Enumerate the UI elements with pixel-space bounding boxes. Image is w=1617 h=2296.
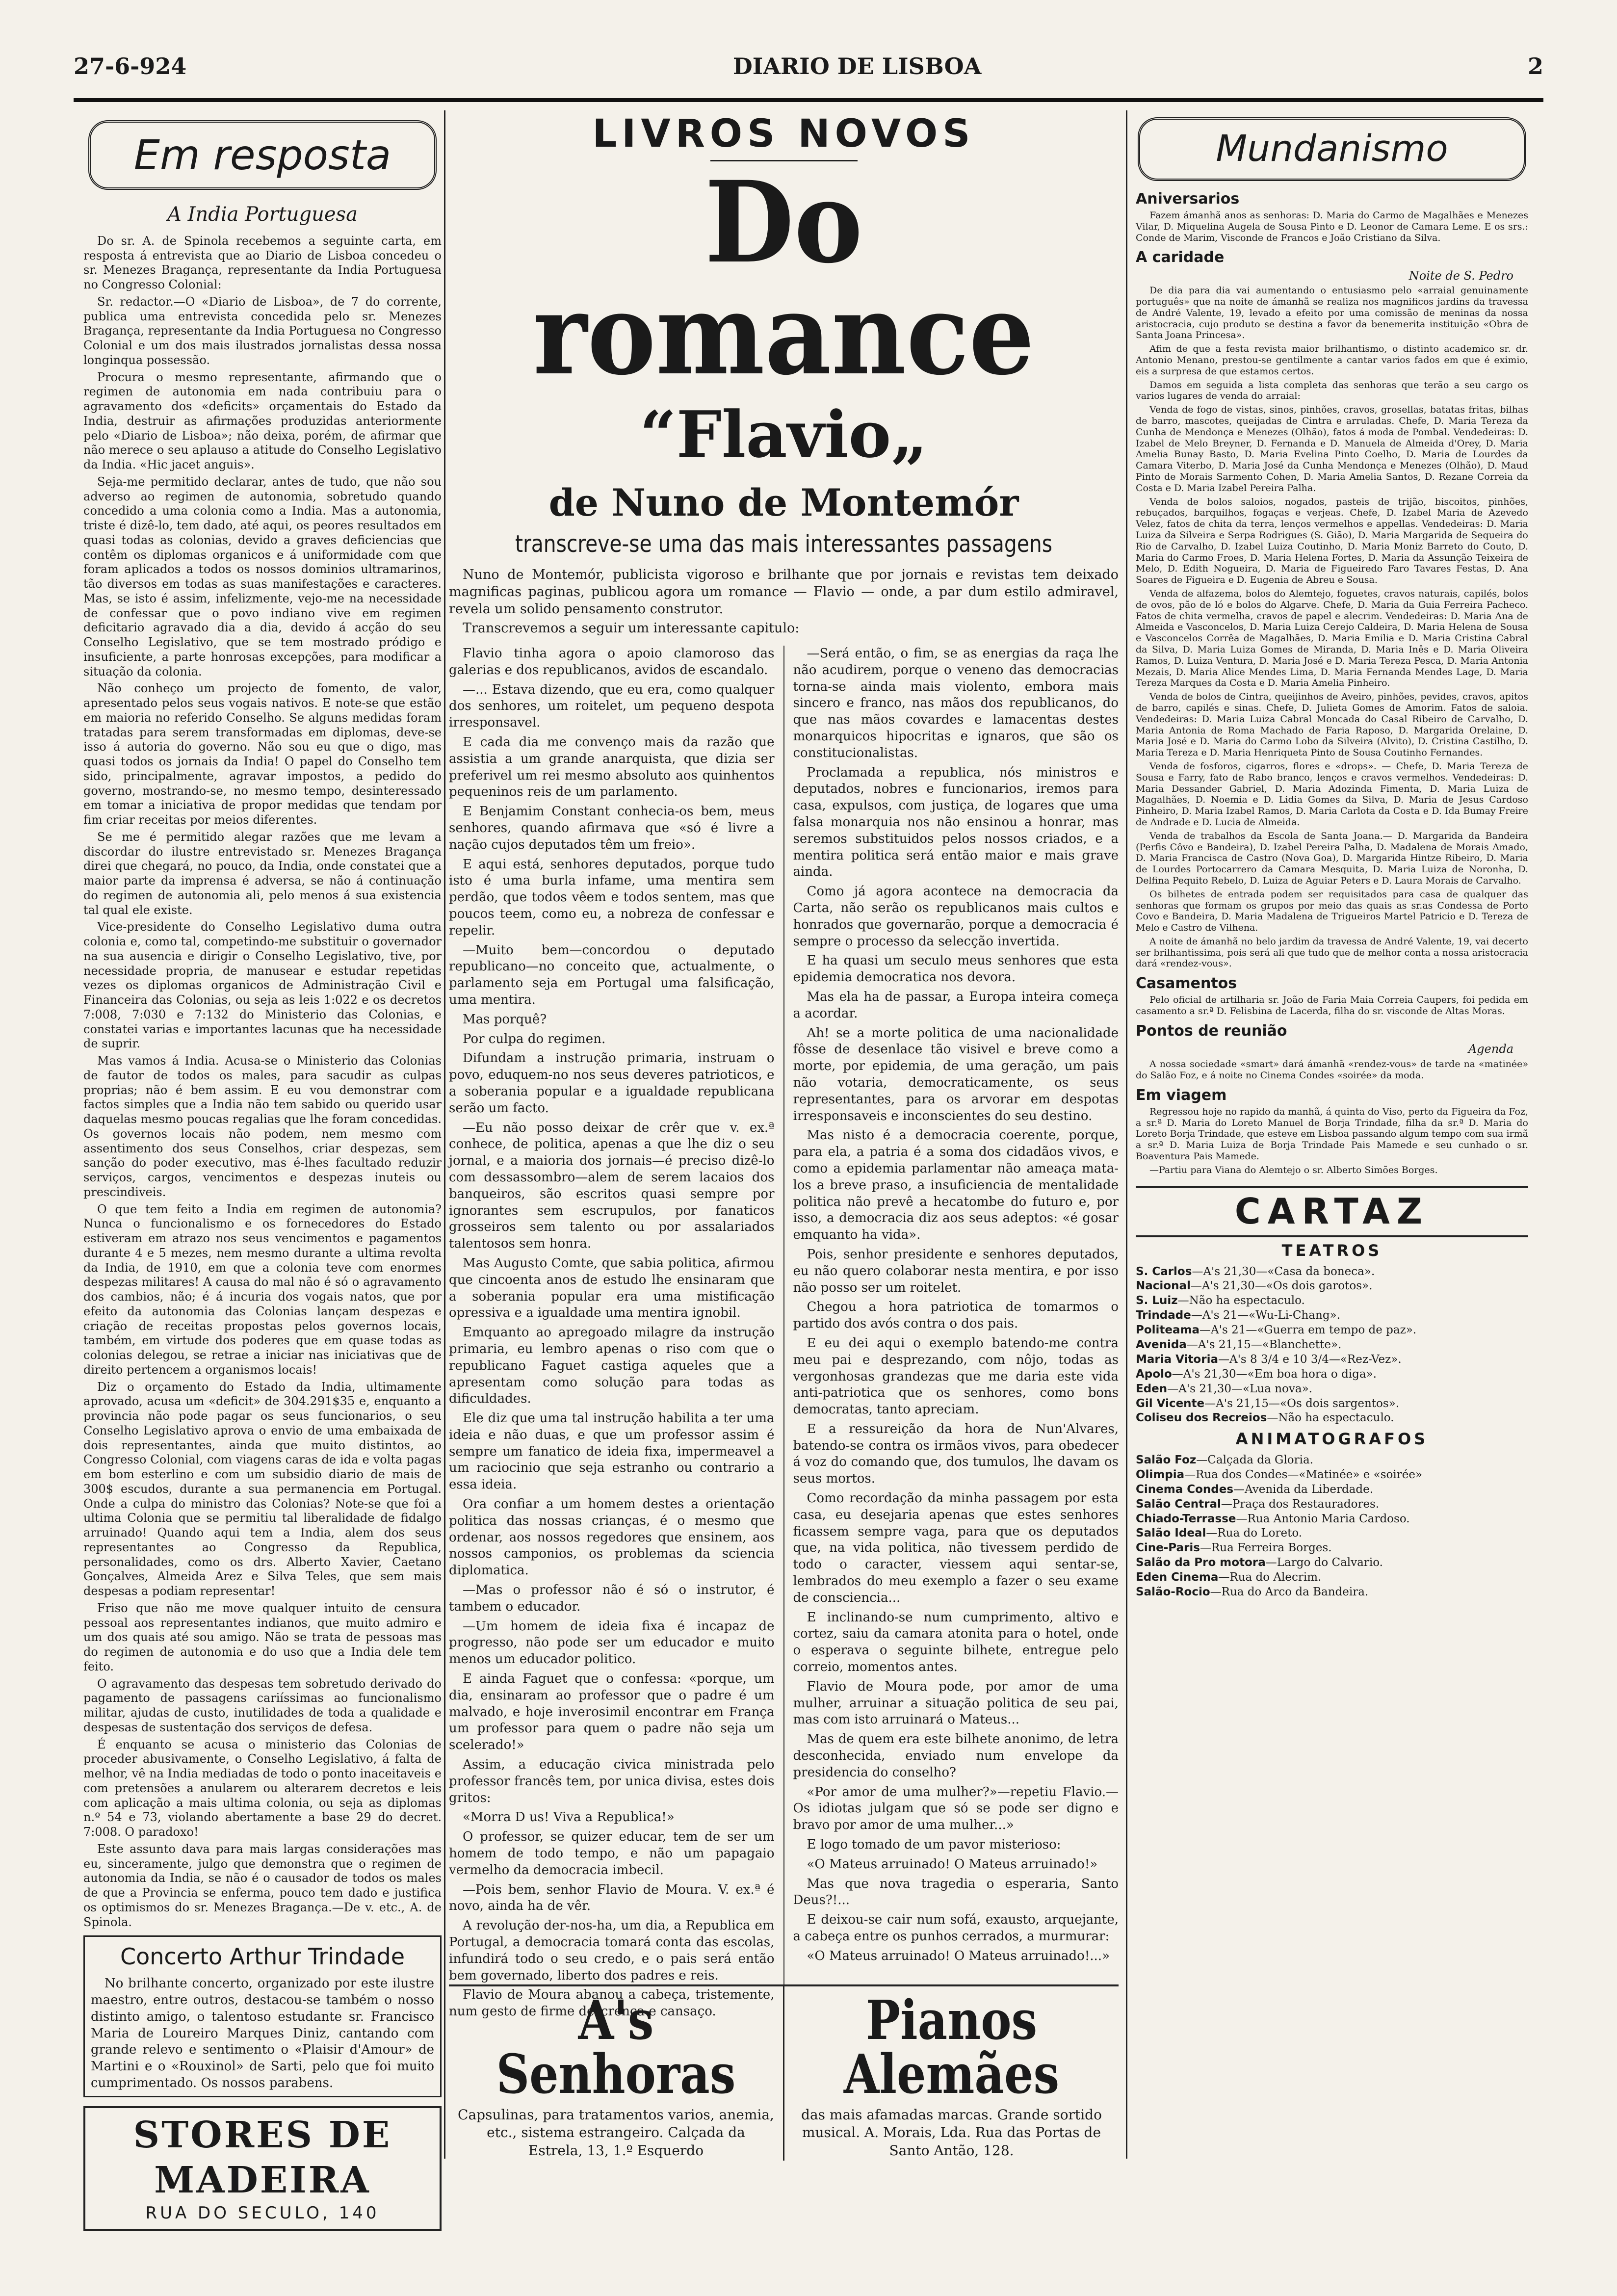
- excerpt-paragraph: E inclinando-se num cumprimento, altivo e cortez, saiu da camara atonita para o hotel, onde o esperava o seguinte bilhete, entregue pelo correio, momentos antes.: [793, 1610, 1119, 1675]
- excerpt-paragraph: E ha quasi um seculo meus senhores que esta epidemia democratica nos devora.: [793, 953, 1119, 985]
- listing-venue: Eden: [1136, 1382, 1168, 1395]
- listing-venue: S. Carlos: [1136, 1265, 1192, 1278]
- book-byline: de Nuno de Montemór: [548, 480, 1019, 524]
- ad-pianos-title: Pianos Alemães: [843, 1988, 1060, 2106]
- excerpt-paragraph: E Benjamim Constant conhecia-os bem, meus senhores, quando afirmava que «só é livre a nação cujos deputados têm um freio».: [449, 804, 775, 852]
- article-paragraph: É enquanto se acusa o ministerio das Colonias de proceder abusivamente, o Conselho Legislativo, á falta de melhor, vê na India mediadas de todo o ponto inaceitaveis e com pretensões a anularem ou alterarem decretos e leis com aplicação a mais ultima colonia, ou seja as diplomas n.º 54 e 73, violando abertamente a base 29 do decret. 7:008. O paradoxo!: [83, 1737, 442, 1839]
- listing-item: [1136, 1497, 1528, 1512]
- listing-info: —Não ha espectaculo.: [1177, 1294, 1305, 1307]
- excerpt-paragraph: Flavio tinha agora o apoio clamoroso das galerias e dos republicanos, avidos de escandalo.: [449, 646, 775, 678]
- teatros-heading: TEATROS: [1281, 1241, 1382, 1260]
- excerpt-paragraph: —Pois bem, senhor Flavio de Moura. V. ex.ª é novo, ainda ha de vêr.: [449, 1882, 775, 1914]
- listing-venue: Cine-Paris: [1136, 1541, 1200, 1555]
- excerpt-paragraph: Pois, senhor presidente e senhores deputados, eu não quero colaborar nesta mentira, e por isso não posso ser um roitelet.: [793, 1247, 1119, 1295]
- excerpt-paragraph: A revolução der-nos-ha, um dia, a Republica em Portugal, a democracia tomará conta das escolas, infundirá todo o seu credo, e o pais será então bem governado, liberto dos padres e reis.: [449, 1918, 775, 1983]
- casamentos-heading: Casamentos: [1136, 975, 1237, 992]
- caridade-heading: A caridade: [1136, 249, 1225, 266]
- listing-info: —Rua do Loreto.: [1206, 1527, 1303, 1540]
- aniversarios-text: Fazem ámanhã anos as senhoras: D. Maria do Carmo de Magalhães e Menezes Vilar, D. Miquelina Augela de Sousa Pinto e D. Leonor de Camara Leme. E os srs.: Conde de Marim, Visconde de Francos e João Cristiano da Silva.: [1136, 209, 1528, 243]
- excerpt-paragraph: «Morra D us! Viva a Republica!»: [463, 1810, 675, 1825]
- listing-item: [1136, 1382, 1528, 1397]
- listing-venue: Coliseu dos Recreios: [1136, 1411, 1267, 1425]
- excerpt-paragraph: —Mas o professor não é só o instrutor, é tambem o educador.: [449, 1583, 775, 1614]
- listing-venue: Trindade: [1136, 1309, 1191, 1322]
- excerpt-paragraph: —Eu não posso deixar de crêr que v. ex.ª conhece, de politica, apenas a que lhe diz o seu jornal, e a maioria dos jornais—é preciso dizê-lo com dessassombro—alem de serem lacaios dos banqueiros, são escritos quasi sempre por ignorantes sem escrupulos, por fanaticos grosseiros sem talento ou por assalariados talentosos sem honra.: [449, 1120, 775, 1252]
- excerpt-paragraph: E aqui está, senhores deputados, porque tudo isto é uma burla infame, uma mentira sem perdão, que todos vêem e todos sentem, mas que poucos teem, como eu, a nobreza de confessar e repelir.: [449, 857, 775, 938]
- animatografos-heading: ANIMATOGRAFOS: [1235, 1430, 1429, 1449]
- concert-text: No brilhante concerto, organizado por este ilustre maestro, entre outros, destacou-se também o nosso distinto amigo, o talentoso estudante sr. Francisco Maria de Loureiro Marques Diniz, cantando com grande relevo e sentimento o «Plaisir d'Amour» de Martini e o «Rouxinol» de Sarti, pelo que foi muito cumprimentado. Os nossos parabens.: [91, 1976, 434, 2091]
- listing-item: [1136, 1483, 1528, 1497]
- listing-info: —Rua do Alecrim.: [1218, 1571, 1322, 1584]
- pontos-heading: Pontos de reunião: [1136, 1022, 1287, 1040]
- excerpt-paragraph: Ele diz que uma tal instrução habilita a ter uma ideia e não duas, e que um professor assim é sempre um fanatico de ideia fixa, impermeavel a um raciocinio que seja estranho ou contrario a essa ideia.: [449, 1411, 775, 1492]
- excerpt-paragraph: —... Estava dizendo, que eu era, como qualquer dos senhores, um roitelet, um pequeno despota irresponsavel.: [449, 682, 775, 731]
- section-kicker: LIVROS NOVOS: [592, 112, 975, 156]
- listing-item: [1136, 1468, 1528, 1483]
- concert-title: Concerto Arthur Trindade: [120, 1943, 405, 1970]
- listing-item: [1136, 1353, 1528, 1367]
- section-title-em-resposta: Em resposta: [88, 120, 437, 190]
- listing-info: —A's 21,30—«Em boa hora o diga».: [1172, 1367, 1377, 1381]
- listing-info: —A's 21,15—«Os dois sargentos».: [1204, 1397, 1400, 1410]
- excerpt-paragraph: E cada dia me convenço mais da razão que assistia a um grande anarquista, que dizia ser preferivel um rei mesmo absoluto aos quinhentos pequeninos reis de um parlamento.: [449, 735, 775, 800]
- ad-pianos: [783, 1986, 1119, 2161]
- excerpt-paragraph: Chegou a hora patriotica de tomarmos o partido dos avós contra o dos pais.: [793, 1300, 1119, 1331]
- listing-venue: Cinema Condes: [1136, 1483, 1234, 1496]
- excerpt-paragraph: Como recordação da minha passagem por esta casa, eu desejaria apenas que estes senhores ficassem sempre vaga, para que os deputados que, na vida politica, não tivessem perdido de todo o caracter, viessem aqui sentar-se, lembrados do meu exemplo a fazer o seu exame de consciencia...: [793, 1491, 1119, 1605]
- listing-item: [1136, 1570, 1528, 1585]
- listing-info: —Rua Antonio Maria Cardoso.: [1236, 1512, 1410, 1525]
- listing-venue: Apolo: [1136, 1367, 1172, 1381]
- book-title: “Flavio„: [639, 396, 928, 472]
- pontos-text: A nossa sociedade «smart» dará ámanhã «rendez-vous» de tarde na «matinée» do Salão Foz, e á noite no Cinema Condes «soirée» da moda.: [1136, 1059, 1528, 1081]
- excerpt-paragraph: Difundam a instrução primaria, instruam o povo, eduquem-no nos seus deveres patrioticos, e a soberania popular e a igualdade republicana serão um facto.: [449, 1051, 775, 1116]
- excerpt-paragraph: Ora confiar a um homem destes a orientação politica das nossas crianças, é o mesmo que ordenar, aos nossos regedores que ensinem, aos nossos camponios, os problemas da sciencia diplomatica.: [449, 1497, 775, 1578]
- excerpt-paragraph: Assim, a educação civica ministrada pelo professor francês tem, por unica divisa, estes dois gritos:: [449, 1757, 775, 1805]
- issue-date: 27-6-924: [74, 53, 187, 79]
- article-paragraph: O que tem feito a India em regimen de autonomia? Nunca o funcionalismo e os fornecedores do Estado estiveram em atrazo nos seus vencimentos e pagamentos durante 4 e 5 mezes, nem mesmo durante a ultima revolta da India, de 1910, em que a colonia teve com enormes despezas militares! A causa do mal não é só o agravamento dos cambios, não; é á incuria dos vogais natos, que por efeito da autonomia das Colonias lançam despezas e criação de receitas propostas pelos governos locais, também, em virtude dos poderes que em quase todas as colonias delegou, se retrae a iniciar nas iniciativas que de direito pertencem a organismos locais!: [83, 1202, 442, 1377]
- listing-venue: Politeama: [1136, 1324, 1200, 1337]
- excerpt-paragraph: Por culpa do regimen.: [463, 1031, 606, 1046]
- listing-item: [1136, 1453, 1528, 1468]
- teatros-list: [1136, 1265, 1528, 1426]
- viagem-text-2: —Partiu para Viana do Alemtejo o sr. Alberto Simões Borges.: [1149, 1164, 1438, 1175]
- listing-info: —Avenida da Liberdade.: [1233, 1483, 1374, 1496]
- excerpt-paragraph: Como já agora acontece na democracia da Carta, não serão os republicanos mais cultos e honrados que governarão, porque a democracia é sempre o processo da selecção invertida.: [793, 884, 1119, 949]
- listing-info: —A's 8 3/4 e 10 3/4—«Rez-Vez».: [1218, 1353, 1402, 1366]
- listing-item: [1136, 1279, 1528, 1294]
- listing-info: —A's 21,30—«Lua nova».: [1167, 1382, 1312, 1395]
- listing-info: —Rua do Arco da Bandeira.: [1210, 1585, 1369, 1598]
- listing-item: [1136, 1265, 1528, 1279]
- caridade-paragraph: A noite de ámanhã no belo jardim da travessa de André Valente, 19, vai decerto ser brilhantissima, pois será ali que tudo que de melhor conta a nossa aristocracia dará «rendez-vous».: [1136, 936, 1528, 969]
- excerpt-paragraph: —Muito bem—concordou o deputado republicano—no conceito que, actualmente, o parlamento seja em Portugal uma falsificação, uma mentira.: [449, 942, 775, 1007]
- excerpt-paragraph: E a ressureição da hora de Nun'Alvares, batendo-se contra os irmãos vivos, para obedecer á voz do comando que, dos tumulos, lhe davam os seus mortos.: [793, 1421, 1119, 1487]
- listing-venue: Salão Ideal: [1136, 1527, 1206, 1540]
- stores-ad-address: RUA DO SECULO, 140: [145, 2203, 380, 2223]
- listing-info: —A's 21,30—«Os dois garotos».: [1190, 1279, 1373, 1293]
- listing-info: —A's 21—«Guerra em tempo de paz».: [1200, 1324, 1417, 1337]
- caridade-paragraph: Venda de fosforos, cigarros, flores e «drops». — Chefe, D. Maria Tereza de Sousa e Farry, fato de Rabo branco, lenços e cravos vermelhos. Vendedeiras: D. Maria Dessander Gabriel, D. Maria Adozinda Fimenta, D. Maria Luiza de Magalhães, D. Noemia e D. Lidia Gomes da Silva, D. Maria de Jesus Cardoso Pinheiro, D. Maria Izabel Ramos, D. Maria Carlota da Costa e D. Ida Bumay Freire de Andrade e D. Lucia de Almeida.: [1136, 760, 1528, 828]
- ad-senhoras-text: Capsulinas, para tratamentos varios, anemia, etc., sistema estrangeiro. Calçada da Estrela, 13, 1.º Esquerdo: [458, 2107, 774, 2159]
- listing-item: [1136, 1512, 1528, 1527]
- caridade-subheading: Noite de S. Pedro: [1408, 268, 1513, 283]
- listing-item: [1136, 1294, 1528, 1308]
- listing-venue: Maria Vitoria: [1136, 1353, 1218, 1366]
- ad-senhoras: [449, 1986, 783, 2161]
- section-title-mundanismo: Mundanismo: [1138, 117, 1526, 181]
- listing-info: —A's 21—«Wu-Li-Chang».: [1191, 1309, 1340, 1322]
- listing-item: [1136, 1397, 1528, 1411]
- aniversarios-heading: Aniversarios: [1136, 190, 1240, 208]
- ad-senhoras-title: A's Senhoras: [496, 1988, 736, 2106]
- bottom-ads: [449, 1984, 1119, 2161]
- article-paragraph: Seja-me permitido declarar, antes de tudo, que não sou adverso ao regimen de autonomia, sobretudo quando concedido a uma colonia como a India. Mas a autonomia, triste é dizê-lo, tem dado, até aqui, os peores resultados em quasi todas as colonias, devido a graves deficiencias que contêm os diplomas organicos e á uniformidade com que foram aplicados a todos os nossos dominios ultramarinos, tão diversos em todas as suas manifestações e caracteres. Mas, se isto é assim, infelizmente, vejo-me na necessidade de confessar que o povo indiano vive em regimen deficitario agravado dia a dia, devido á acção do seu Conselho Legislativo, que se tem mostrado pródigo e insuficiente, a parte honrosas excepções, para modificar a situação da colonia.: [83, 474, 442, 678]
- listing-venue: Olimpia: [1136, 1468, 1185, 1481]
- article-paragraph: Sr. redactor.—O «Diario de Lisboa», de 7 do corrente, publica uma entrevista concedida pelo sr. Menezes Bragança, representante da India Portuguesa no Congresso Colonial e um dos mais ilustrados jornalistas dessa nossa longinqua possessão.: [83, 294, 442, 367]
- listing-venue: Salão da Pro motora: [1136, 1556, 1266, 1569]
- listing-item: [1136, 1411, 1528, 1426]
- header-rule: [74, 98, 1543, 102]
- excerpt-paragraph: E logo tomado de um pavor misterioso:: [807, 1837, 1061, 1852]
- article-paragraph: Do sr. A. de Spinola recebemos a seguinte carta, em resposta á entrevista que ao Diario de Lisboa concedeu o sr. Menezes Bragança, representante da India Portuguesa no Congresso Colonial:: [83, 234, 442, 291]
- article-paragraph: Diz o orçamento do Estado da India, ultimamente aprovado, acusa um «deficit» de 304.291$35 e, enquanto a provincia não pode pagar os seus funcionarios, o seu Conselho Legislativo aprova o envio de uma embaixada de dois representantes, ainda que muito distintos, ao Congresso Colonial, com viagens caras de ida e volta pagas em bom esterlino e com um subsidio diario de mais de 300$ escudos, durante a sua permanencia em Portugal. Onde a culpa do ministro das Colonias? Note-se que foi a ultima Colonia que se permitiu tal liberalidade de fidalgo arruinado! Quando aqui tem a India, alem dos seus representantes ao Congresso da Republica, personalidades, como os drs. Alberto Xavier, Caetano Gonçalves, Almeida Arez e Silva Teles, que sem mais despesas a podiam representar!: [83, 1380, 442, 1598]
- viagem-text: Regressou hoje no rapido da manhã, á quinta do Viso, perto da Figueira da Foz, a sr.ª D. Maria do Loreto Manuel de Borja Trindade, filha da sr.ª D. Maria do Loreto Borja Trindade, que esteve em Lisboa passando algum tempo com sua irmã a sr.ª D. Maria Luiza de Borja Trindade Pais Mamede e seu cunhado o sr. Boaventura Pais Mamede.: [1136, 1106, 1528, 1162]
- listing-info: —Calçada da Gloria.: [1196, 1453, 1313, 1466]
- excerpt-paragraph: «O Mateus arruinado! O Mateus arruinado!»: [807, 1856, 1098, 1872]
- stores-ad: [83, 2106, 442, 2231]
- article-paragraph: O agravamento das despesas tem sobretudo derivado do pagamento de passagens cariíssimas ao funcionalismo militar, ajudas de custo, inutilidades de toda a qualidade e despesas de sustentação dos serviços de defesa.: [83, 1676, 442, 1734]
- column-divider: [1126, 110, 1127, 2159]
- ad-pianos-text: das mais afamadas marcas. Grande sortido musical. A. Morais, Lda. Rua das Portas de Santo Antão, 128.: [801, 2107, 1102, 2159]
- listing-venue: Salão-Rocio: [1136, 1585, 1210, 1598]
- listing-info: —Rua dos Condes—«Matinée» e «soirée»: [1184, 1468, 1423, 1481]
- excerpt-paragraph: Proclamada a republica, nós ministros e deputados, nobres e funcionarios, iremos para casa, expulsos, com justiça, de logares que uma falsa monarquia nos não ensinou a honrar, mas seremos substituidos pelos nossos criados, e a mentira politica será então maior e mais grave ainda.: [793, 765, 1119, 880]
- excerpt-paragraph: Ah! se a morte politica de uma nacionalidade fôsse de desenlace tão visivel e breve como a morte, por epidemia, de uma geração, um pais não votaria, democraticamente, os seus representantes, para os arvorar em despotas irresponsaveis e inconscientes do seu destino.: [793, 1025, 1119, 1123]
- listing-item: [1136, 1308, 1528, 1323]
- middle-column: [449, 110, 1119, 2019]
- listing-info: —A's 21,15—«Blanchette».: [1186, 1338, 1342, 1351]
- caridade-paragraph: Venda de bolos saloios, nogados, pasteis de trijão, biscoitos, pinhões, rebuçados, barquilhos, fogaças e verjeas. Chefe, D. Izabel Maria de Azevedo Velez, fatos de chita da terra, lenços vermelhos e appellas. Vendedeiras: D. Maria Luiza da Silveira e Serpa Rodrigues (S. Gião), D. Maria Margarida de Sequeira do Rio de Carvalho, D. Izabel Luiza Coutinho, D. Maria Moniz Barreto do Couto, D. Maria do Carmo Froes, D. Maria Helena Fortes, D. Maria da Assunção Teixeira de Melo, D. Edith Nogueira, D. Maria de Figueiredo Faro Tavares Festas, D. Ana Soares de Figueira e D. Eugenia de Abreu e Sousa.: [1136, 496, 1528, 586]
- listing-item: [1136, 1541, 1528, 1556]
- caridade-paragraph: Os bilhetes de entrada podem ser requisitados para casa de qualquer das senhoras que formam os grupos por meio das quais as sr.as Condessa de Porto Covo e Bandeira, D. Maria Madalena de Trigueiros Martel Patricio e D. Tereza de Melo e Castro de Vilhena.: [1136, 888, 1528, 934]
- listing-info: —Largo do Calvario.: [1265, 1556, 1383, 1569]
- excerpt-paragraph: Mas ela ha de passar, a Europa inteira começa a acordar.: [793, 989, 1119, 1021]
- intro-paragraph: Nuno de Montemór, publicista vigoroso e brilhante que por jornais e revistas tem deixado magnificas paginas, publicou agora um romance — Flavio — onde, a par dum estilo admiravel, revela um solido pensamento construtor.: [449, 567, 1119, 617]
- column-divider: [444, 110, 445, 2159]
- listing-venue: Nacional: [1136, 1279, 1191, 1293]
- listing-venue: Gil Vicente: [1136, 1397, 1205, 1410]
- listing-venue: Salão Foz: [1136, 1453, 1197, 1466]
- excerpt-paragraph: Flavio de Moura abanou a cabeça, tristemente, num gesto de firme descrença e cansaço.: [449, 1987, 775, 2019]
- listing-venue: Eden Cinema: [1136, 1571, 1219, 1584]
- caridade-paragraph: Afim de que a festa revista maior brilhantismo, o distinto academico sr. dr. Antonio Menano, prestou-se gentilmente a cantar varios fados em que é eximio, eis a surpresa de que estamos certos.: [1136, 343, 1528, 377]
- article-paragraph: Friso que não me move qualquer intuito de censura pessoal aos representantes indianos, que muito admiro e um dos quais até sou amigo. Não se trata de pessoas mas do regimen de autonomia e do uso que a India dele tem feito.: [83, 1601, 442, 1673]
- excerpt-paragraph: Emquanto ao apregoado milagre da instrução primaria, eu lembro apenas o riso com que o republicano Faguet castiga aqueles que a apresentam como solução para todas as dificuldades.: [449, 1325, 775, 1407]
- caridade-paragraph: Venda de alfazema, bolos do Alemtejo, foguetes, cravos naturais, capilés, bolos de ovos, pão de ló e bolos do Algarve. Chefe, D. Maria da Guia Ferreira Pacheco. Fatos de chita vermelha, cravos de papel e alecrim. Vendedeiras: D. Maria Ana de Almeida e Vasconcelos, D. Maria Luiza Cerejo Caldeira, D. Maria Helena de Sousa e Vasconcelos Corrêa de Magalhães, D. Maria Emilia e D. Maria Cristina Cabral da Silva, D. Maria Luiza Gomes de Miranda, D. Maria Inês e D. Maria Oliveira Ramos, D. Luiza Ventura, D. Maria José e D. Maria Tereza Pesca, D. Maria Antonia Mezais, D. Maria Alice Mendes Lima, D. Maria Fernanda Mendes Lage, D. Maria Tereza Marques da Costa e D. Maria Amelia Pinheiro.: [1136, 588, 1528, 689]
- excerpt-paragraph: Mas de quem era este bilhete anonimo, de letra desconhecida, enviado num envelope da presidencia do conselho?: [793, 1732, 1119, 1780]
- article-deck: transcreve-se uma das mais interessantes passagens: [515, 530, 1053, 558]
- article-columns: [449, 646, 1119, 2029]
- listing-item: [1136, 1367, 1528, 1382]
- article-paragraph: Não conheço um projecto de fomento, de valor, apresentado pelos seus vogais nativos. E note-se que estão em maioria no referido Conselho. Se alguns medidas foram tratadas para serem transformadas em diplomas, deve-se isso á autoria do governo. Não sou eu que o digo, mas quasi todos os jornais da India! O papel do Conselho tem sido, principalmente, agravar impostos, a pedido do governo, mostrando-se, no mesmo tempo, desinteressado em tomar a iniciativa de propor medidas que tendam por fim criar receitas por meios diferentes.: [83, 681, 442, 827]
- article-body: [83, 234, 442, 1930]
- listing-item: [1136, 1585, 1528, 1600]
- excerpt-paragraph: E ainda Faguet que o confessa: «porque, um dia, ensinaram ao professor que o padre é um malvado, e hoje inverosimil encontrar em França um professor para quem o padre não seja um scelerado!»: [449, 1671, 775, 1753]
- listing-venue: Salão Central: [1136, 1497, 1221, 1511]
- caridade-paragraph: Venda de trabalhos da Escola de Santa Joana.— D. Margarida da Bandeira (Perfis Côvo e Bandeira), D. Izabel Pereira Palha, D. Madalena de Morais Amado, D. Maria Francisca de Castro (Nova Goa), D. Margarida Hintze Ribeiro, D. Maria de Lourdes Portocarrero da Camara Mesquita, D. Maria Luiza de Noronha, D. Delfina Pequito Rebelo, D. Luiza de Aguiar Peters e D. Laura Morais de Carvalho.: [1136, 830, 1528, 886]
- casamentos-text: Pelo oficial de artilharia sr. João de Faria Maia Correia Caupers, foi pedida em casamento a sr.ª D. Felisbina de Lacerda, filha do sr. visconde de Altas Moras.: [1136, 994, 1528, 1017]
- page-number: 2: [1527, 53, 1543, 79]
- excerpt-paragraph: Mas porquê?: [463, 1012, 547, 1027]
- article-paragraph: Mas vamos á India. Acusa-se o Ministerio das Colonias de fautor de todos os males, para sacudir as culpas proprias; não é bem assim. E eu vou demonstrar com factos simples que a India não tem sabido ou querido usar daquelas mesmo poucas regalias que lhe foram concedidas. Os governos locais não podem, nem mesmo com assentimento dos seus Conselhos, criar despezas, sem sanção do poder executivo, mas é-lhes facultado reduzir serviços, cargos, vencimentos e despezas inuteis ou prescindiveis.: [83, 1054, 442, 1199]
- listing-item: [1136, 1323, 1528, 1338]
- excerpt-paragraph: O professor, se quizer educar, tem de ser um homem de todo tempo, e não um papagaio vermelho da democracia imbecil.: [449, 1829, 775, 1878]
- intro-paragraph: Transcrevemos a seguir um interessante capitulo:: [463, 620, 800, 636]
- article-paragraph: Se me é permitido alegar razões que me levam a discordar do ilustre entrevistado sr. Menezes Bragança direi que chegará, no pouco, da India, onde constatei que a maior parte da imprensa é adversa, se não á continuação do regimen de autonomia ali, pelo menos á sua existencia tal qual ele existe.: [83, 830, 442, 917]
- listing-item: [1136, 1526, 1528, 1541]
- excerpt-paragraph: «O Mateus arruinado! O Mateus arruinado!...»: [807, 1948, 1110, 1963]
- excerpt-paragraph: Mas nisto é a democracia coerente, porque, para ela, a patria é a soma dos cidadãos vivos, e como a epidemia parlamentar não ameaça mata-los a breve praso, a insuficiencia de mentalidade politica não prevê a hecatombe do futuro e, por isso, a democracia diz aos seus adeptos: «é gosar emquanto ha vida».: [793, 1128, 1119, 1243]
- listing-info: —Rua Ferreira Borges.: [1200, 1541, 1332, 1555]
- article-subtitle: A India Portuguesa: [167, 203, 358, 226]
- pontos-subheading: Agenda: [1468, 1042, 1513, 1056]
- article-paragraph: Este assunto dava para mais largas considerações mas eu, sinceramente, julgo que demonstra que o regimen de autonomia da India, se não é o causador de todos os males de que a Provincia se enferma, pouco tem dado e justifica os optimismos do sr. Menezes Bragança.—De v. etc., A. de Spinola.: [83, 1842, 442, 1929]
- caridade-paragraph: De dia para dia vai aumentando o entusiasmo pelo «arraial genuinamente português» que na noite de ámanhã se realiza nos magnificos jardins da travessa de André Valente, 19, levado a efeito por uma comissão de meninas da nossa aristocracia, cujo produto se destina a favor da benemerita instituição «Obra de Santa Joana Princesa».: [1136, 285, 1528, 341]
- right-column: [1136, 110, 1528, 2159]
- excerpt-paragraph: Mas Augusto Comte, que sabia politica, afirmou que cincoenta anos de estudo lhe ensinaram que a soberania popular era uma mistificação opressiva e a igualdade uma mentira ignobil.: [449, 1255, 775, 1321]
- caridade-body: [1136, 285, 1528, 969]
- excerpt-paragraph: «Por amor de uma mulher?»—repetiu Flavio.—Os idiotas julgam que só se pode ser digno e bravo por amor de uma mulher...»: [793, 1784, 1119, 1833]
- excerpt-paragraph: —Será então, o fim, se as energias da raça lhe não acudirem, porque o veneno das democracias torna-se ainda mais violento, embora mais sincero e franco, nas mãos dos republicanos, do que nas mãos covardes e lamacentas destes monarquicos hipocritas e ignaros, que são os constitucionalistas.: [793, 646, 1119, 760]
- listing-info: —A's 21,30—«Casa da boneca».: [1192, 1265, 1375, 1278]
- caridade-paragraph: Venda de bolos de Cintra, queijinhos de Aveiro, pinhões, pevides, cravos, apitos de barro, capilés e sinas. Chefe, D. Julieta Gomes de Amorim. Fatos de saloia. Vendedeiras: D. Maria Luiza Cabral Moncada do Casal Ribeiro de Carvalho, D. Maria Antonia de Roma Machado de Faria Raposo, D. Margarida Orelaine, D. Maria José e D. Maria do Carmo Lobo da Silveira (Alvito), D. Cristina Castilho, D. Maria Tereza e D. Maria Henriqueta Pinto de Sousa Coutinho Fernandes.: [1136, 691, 1528, 758]
- masthead: DIARIO DE LISBOA: [732, 53, 982, 79]
- animatografos-list: [1136, 1453, 1528, 1600]
- listing-item: [1136, 1556, 1528, 1570]
- concert-article: [83, 1935, 442, 2097]
- listing-venue: S. Luiz: [1136, 1294, 1178, 1307]
- main-headline: Do romance: [533, 156, 1035, 400]
- listing-venue: Avenida: [1136, 1338, 1187, 1351]
- left-column: [83, 110, 442, 2223]
- listing-info: —Praça dos Restauradores.: [1221, 1497, 1380, 1511]
- cartaz-heading: CARTAZ: [1136, 1186, 1528, 1237]
- excerpt-paragraph: Mas que nova tragedia o esperaria, Santo Deus?!...: [793, 1876, 1119, 1908]
- caridade-paragraph: Venda de fogo de vistas, sinos, pinhões, cravos, grosellas, batatas fritas, bilhas de barro, mascotes, queijadas de Cintra e arruladas. Chefe, D. Maria Tereza da Cunha de Mendonça e Menezes (Olhão), fatos á moda de Pombal. Vendedeiras: D. Izabel de Melo Breyner, D. Fernanda e D. Manuela de Almeida d'Orey, D. Maria Amelia Bunay Basto, D. Maria Evelina Pinto Coelho, D. Maria de Lourdes da Camara Viterbo, D. Maria José da Cunha Mendonça e Menezes (Olhão), D. Maud Pinto de Morais Sarmento Cohen, D. Maria Amelia Santos, D. Rezane Correia da Costa e D. Maria Izabel Pereira Palha.: [1136, 404, 1528, 494]
- listing-venue: Chiado-Terrasse: [1136, 1512, 1236, 1525]
- article-intro: [449, 566, 1119, 637]
- article-paragraph: Procura o mesmo representante, afirmando que o regimen de autonomia em nada contribuiu para o agravamento dos «deficits» orçamentais do Estado da India, destruir as afirmações produzidas anteriormente pelo «Diario de Lisboa»; não deixa, porém, de afirmar que não merece o seu aplauso a atitude do Conselho Legislativo da India. «Hic jacet anguis».: [83, 370, 442, 471]
- page-header: [74, 47, 1543, 86]
- article-paragraph: Vice-presidente do Conselho Legislativo duma outra colonia e, como tal, competindo-me substituir o governador na sua ausencia e dirigir o Conselho Legislativo, tive, por necessidade propria, de manusear e estudar repetidas vezes os diplomas organicos de Administração Civil e Financeira das Colonias, ou seja as leis 1:022 e os decretos 7:008, 7:030 e 7:132 do Ministerio das Colonias, e constatei varias e importantes lacunas que ha necessidade de suprir.: [83, 920, 442, 1051]
- excerpt-paragraph: Flavio de Moura pode, por amor de uma mulher, arruinar a situação politica de seu pai, mas com isto arruinará o Mateus...: [793, 1679, 1119, 1727]
- listing-item: [1136, 1338, 1528, 1353]
- viagem-heading: Em viagem: [1136, 1086, 1227, 1104]
- listing-info: —Não ha espectaculo.: [1267, 1411, 1394, 1425]
- stores-ad-name: STORES DE MADEIRA: [133, 2113, 392, 2201]
- excerpt-paragraph: E deixou-se cair num sofá, exausto, arquejante, a cabeça entre os punhos cerrados, a murmurar:: [793, 1912, 1119, 1944]
- excerpt-paragraph: —Um homem de ideia fixa é incapaz de progresso, não pode ser um educador e muito menos um educador politico.: [449, 1618, 775, 1667]
- excerpt-paragraph: E eu dei aqui o exemplo batendo-me contra meu pai e desprezando, com nôjo, todas as vergonhosas grandezas que me daria este vida anti-patriotica que os senhores, como bons democratas, tanto apreciam.: [793, 1335, 1119, 1417]
- caridade-paragraph: Damos em seguida a lista completa das senhoras que terão a seu cargo os varios lugares de venda do arraial:: [1136, 379, 1528, 402]
